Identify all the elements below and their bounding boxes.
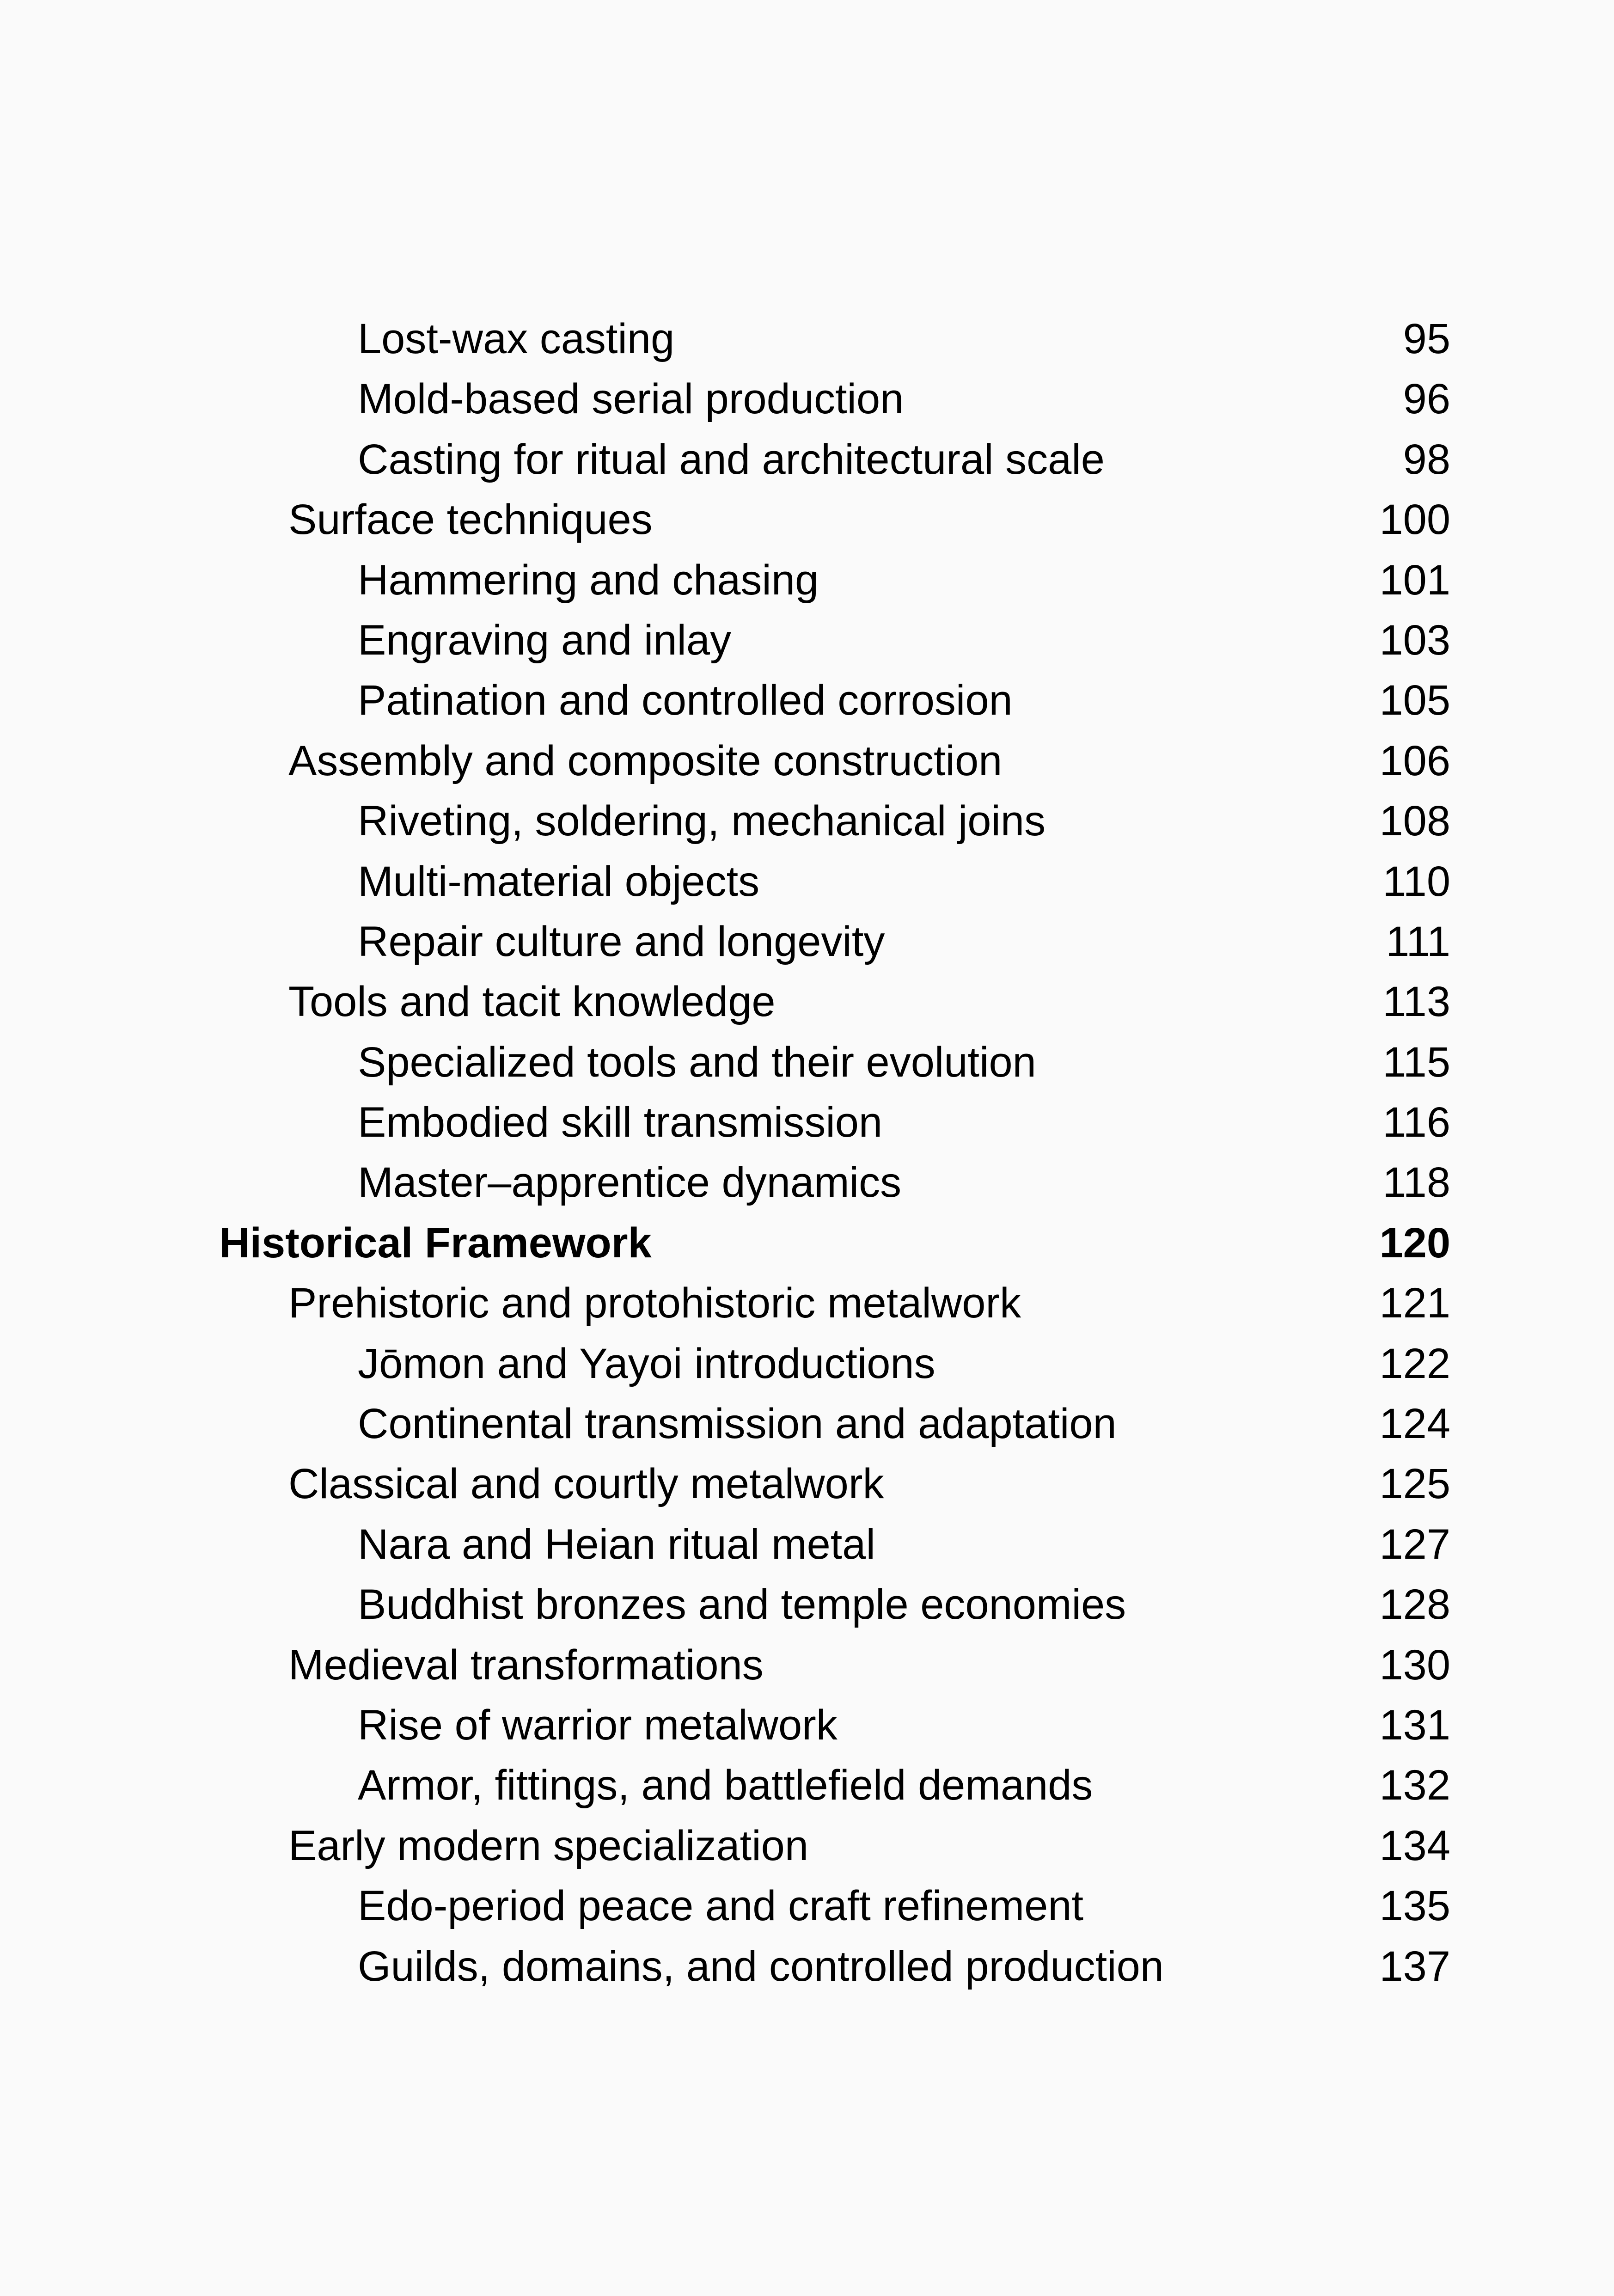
toc-entry-page: 103 <box>1379 616 1450 664</box>
toc-entry-page: 108 <box>1379 797 1450 845</box>
toc-entry-title: Surface techniques <box>288 496 653 544</box>
toc-entry[interactable] <box>0 557 1614 617</box>
toc-entry[interactable] <box>0 1341 1614 1401</box>
toc-entry[interactable] <box>0 858 1614 918</box>
toc-entry-title: Guilds, domains, and controlled production <box>358 1942 1164 1990</box>
toc-section[interactable] <box>0 738 1614 798</box>
toc-entry[interactable] <box>0 436 1614 496</box>
toc-entry[interactable] <box>0 1401 1614 1461</box>
toc-entry-title: Buddhist bronzes and temple economies <box>358 1581 1126 1629</box>
toc-entry-page: 96 <box>1403 375 1450 423</box>
toc-entry[interactable] <box>0 918 1614 979</box>
toc-entry-title: Early modern specialization <box>288 1822 808 1869</box>
toc-section[interactable] <box>0 1280 1614 1340</box>
toc-entry-page: 113 <box>1382 978 1450 1026</box>
toc-entry-page: 135 <box>1379 1882 1450 1930</box>
toc-entry-page: 137 <box>1379 1942 1450 1990</box>
toc-entry[interactable] <box>0 1159 1614 1219</box>
toc-entry-page: 134 <box>1379 1822 1450 1869</box>
toc-entry-title: Jōmon and Yayoi introductions <box>358 1340 935 1387</box>
table-of-contents <box>0 316 1614 2003</box>
toc-entry-page: 101 <box>1379 556 1450 604</box>
toc-entry[interactable] <box>0 376 1614 436</box>
toc-entry-title: Hammering and chasing <box>358 556 819 604</box>
toc-entry-title: Continental transmission and adaptation <box>358 1400 1117 1448</box>
toc-entry[interactable] <box>0 617 1614 677</box>
toc-entry-page: 128 <box>1379 1581 1450 1629</box>
toc-entry-title: Armor, fittings, and battlefield demands <box>358 1762 1093 1809</box>
toc-entry-page: 130 <box>1379 1641 1450 1689</box>
toc-section[interactable] <box>0 1461 1614 1521</box>
toc-section[interactable] <box>0 496 1614 557</box>
toc-entry-title: Repair culture and longevity <box>358 918 885 965</box>
toc-entry-title: Medieval transformations <box>288 1641 764 1689</box>
toc-entry[interactable] <box>0 1581 1614 1641</box>
toc-entry-page: 98 <box>1403 435 1450 483</box>
toc-entry-title: Master–apprentice dynamics <box>358 1159 902 1206</box>
toc-entry-title: Rise of warrior metalwork <box>358 1701 838 1749</box>
toc-entry-page: 116 <box>1382 1099 1450 1146</box>
toc-entry[interactable] <box>0 1943 1614 2003</box>
toc-entry-title: Tools and tacit knowledge <box>288 978 776 1026</box>
toc-entry-page: 110 <box>1382 857 1450 905</box>
toc-section[interactable] <box>0 1823 1614 1883</box>
toc-entry[interactable] <box>0 798 1614 858</box>
toc-entry-title: Classical and courtly metalwork <box>288 1460 884 1508</box>
toc-entry-title: Specialized tools and their evolution <box>358 1038 1036 1086</box>
toc-entry[interactable] <box>0 1883 1614 1943</box>
toc-entry[interactable] <box>0 1762 1614 1822</box>
toc-entry[interactable] <box>0 1099 1614 1159</box>
toc-entry[interactable] <box>0 1521 1614 1581</box>
toc-entry-title: Casting for ritual and architectural scale <box>358 435 1105 483</box>
toc-entry-title: Lost-wax casting <box>358 315 675 362</box>
toc-entry-title: Edo-period peace and craft refinement <box>358 1882 1084 1930</box>
toc-entry-title: Mold-based serial production <box>358 375 904 423</box>
toc-entry-title: Assembly and composite construction <box>288 737 1003 784</box>
toc-entry-page: 100 <box>1379 496 1450 544</box>
toc-chapter-title: Historical Framework <box>219 1219 652 1267</box>
toc-chapter-page: 120 <box>1379 1219 1450 1267</box>
toc-section[interactable] <box>0 979 1614 1039</box>
toc-entry-title: Embodied skill transmission <box>358 1099 883 1146</box>
toc-entry-title: Engraving and inlay <box>358 616 732 664</box>
toc-entry-page: 125 <box>1379 1460 1450 1508</box>
toc-entry[interactable] <box>0 677 1614 737</box>
toc-entry-page: 121 <box>1379 1280 1450 1327</box>
toc-chapter[interactable] <box>0 1220 1614 1280</box>
toc-entry-title: Riveting, soldering, mechanical joins <box>358 797 1046 845</box>
toc-entry-page: 111 <box>1386 918 1450 965</box>
toc-entry-title: Prehistoric and protohistoric metalwork <box>288 1280 1021 1327</box>
toc-entry-title: Nara and Heian ritual metal <box>358 1520 875 1568</box>
toc-entry[interactable] <box>0 1702 1614 1762</box>
toc-entry-page: 122 <box>1379 1340 1450 1387</box>
toc-entry-page: 124 <box>1379 1400 1450 1448</box>
toc-entry-page: 118 <box>1382 1159 1450 1206</box>
toc-entry-title: Patination and controlled corrosion <box>358 677 1013 724</box>
toc-section[interactable] <box>0 1642 1614 1702</box>
toc-entry-page: 132 <box>1379 1762 1450 1809</box>
toc-entry[interactable] <box>0 316 1614 376</box>
toc-entry-title: Multi-material objects <box>358 857 760 905</box>
toc-entry-page: 115 <box>1382 1038 1450 1086</box>
toc-entry-page: 95 <box>1403 315 1450 362</box>
toc-entry-page: 131 <box>1379 1701 1450 1749</box>
toc-entry-page: 105 <box>1379 677 1450 724</box>
toc-entry[interactable] <box>0 1039 1614 1099</box>
toc-entry-page: 127 <box>1379 1520 1450 1568</box>
toc-entry-page: 106 <box>1379 737 1450 784</box>
